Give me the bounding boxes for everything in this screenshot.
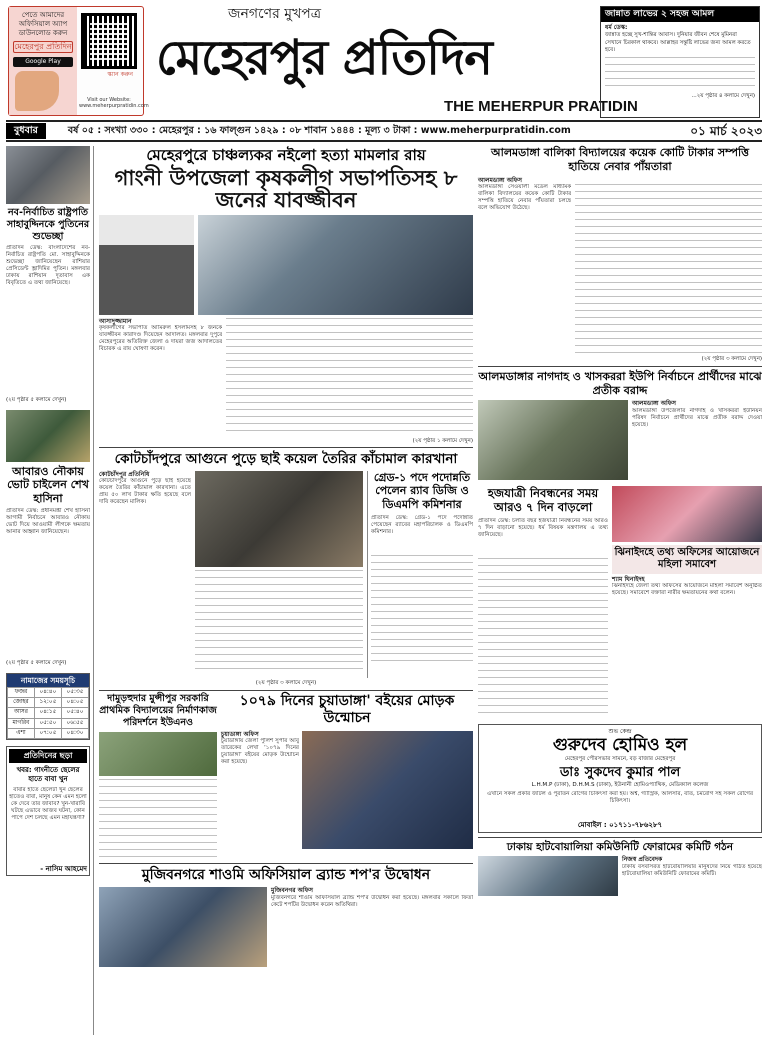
text-lines [478, 558, 608, 718]
qr-code-icon[interactable] [81, 13, 137, 69]
prayer-name: ফজর [8, 688, 35, 698]
women-rally-kicker: শ্যাম ঘিনাইদহ [612, 575, 645, 583]
prayer-start: ০৫:৫০ [34, 718, 61, 728]
qr-promo-panel [9, 7, 77, 115]
ad-address: মেহেরপুর পৌরসভার সামনে, বড় বাজার মেহেরপুর [564, 756, 676, 763]
school-property-continue[interactable]: (২য় পৃষ্ঠার ৩ কলামে দেখুন) [701, 356, 762, 362]
ad-tag: শুভ কেন্দ্র [608, 727, 632, 735]
hasina-continue[interactable]: (২য় পৃষ্ঠার ৫ কলামে দেখুন) [6, 659, 67, 666]
school-headline[interactable]: দামুড়হুদার মুন্সীপুর সরকারি প্রাথমিক বিদ্যালয়ের নির্মাণকাজ পরিদর্শনে ইউএনও [99, 692, 217, 728]
prayer-end: ০৫:৪০ [61, 708, 88, 718]
lead-body: কৃষকলীগের সভাপতি আমিরুল ইসলামসহ ৮ জনকে যাবজ্জীবন কারাদণ্ড দিয়েছেন আদালত। মঙ্গলবার দুপুরে মেহেরপুরের অতিরিক্ত জেলা ও দায়রা জজ আদালতের বিচারক এ রায় ঘোষণা করেন। [99, 325, 223, 353]
qr-website: Visit our Website: www.meherpurpratidin.com [79, 96, 149, 109]
prayer-row [8, 698, 89, 708]
up-election-headline[interactable]: আলমডাঙ্গার নাগদাহ ও খাসকররা ইউপি নির্বাচনে প্রার্থীদের মাঝে প্রতীক বরাদ্দ [478, 366, 762, 398]
prayer-table [7, 687, 89, 739]
fire-kicker: কোটচাঁদপুর প্রতিনিধি [99, 470, 150, 478]
top-right-column [600, 6, 760, 118]
prayer-start: ০৪:১৫ [34, 708, 61, 718]
lead-photo [198, 215, 473, 315]
text-lines [195, 570, 363, 674]
prayer-row [8, 688, 89, 698]
prayer-name: জোহর [8, 698, 35, 708]
prayer-end: ০৪:০৫ [61, 698, 88, 708]
women-rally-headline[interactable]: ঝিনাইদহে তথ্য অফিসের আয়োজনে মহিলা সমাবেশ [612, 545, 762, 574]
weekday: বুধবার [6, 123, 46, 139]
text-lines [575, 184, 762, 354]
qr-scan-label: স্ক্যান করুন [107, 71, 133, 78]
school-property-kicker: আলমডাঙ্গা অফিস [478, 176, 523, 184]
prayer-name: এশা [8, 728, 35, 738]
prayer-start: ০৪:৪০ [34, 688, 61, 698]
top-column-kicker: ধর্ম ডেস্ক: [605, 24, 628, 32]
issue-info: বর্ষ ০৫ : সংখ্যা ৩৩০ : মেহেরপুর : ১৬ ফাল্গুন ১৪২৯ : ০৮ শাবান ১৪৪৪ : মূল্য ৩ টাকা : www.meherpurpratidin.com [67, 125, 571, 137]
school-property-headline[interactable]: আলমডাঙ্গা বালিকা বিদ্যালয়ের কয়েক কোটি টাকার সম্পত্তি হাতিয়ে নেবার পাঁয়তারা [491, 146, 749, 173]
up-election-body: আলমডাঙ্গা উপজেলার নাগদাহ ও খাসকররা ইউনিয়ন পরিষদ নির্বাচনে প্রার্থীদের মাঝে প্রতীক বরাদ্দ দেওয়া হয়েছে। [632, 407, 762, 428]
google-play-badge[interactable]: Google Play [13, 57, 73, 67]
qr-promo-text: পেতে আমাদের অফিসিয়াল অ্যাপ ডাউনলোড করুন [18, 11, 68, 37]
tagline: জনগণের মুখপত্র [228, 6, 322, 22]
lead-byline: আসাদুজ্জামান [99, 317, 132, 325]
school-photo [99, 732, 217, 776]
prayer-start: ০৭:০৫ [34, 728, 61, 738]
rhyme-title: প্রতিদিনের ছড়া [9, 749, 87, 763]
page-body [6, 142, 762, 1035]
masthead [6, 4, 762, 122]
mujib-headline[interactable]: মুজিবনগরে শাওমি অফিসিয়াল ব্র্যান্ড শপ'র উদ্বোধন [99, 863, 473, 885]
newspaper-title-en: THE MEHERPUR PRATIDIN [444, 98, 638, 115]
prayer-end: ০৫:৩৫ [61, 688, 88, 698]
issue-date: ০১ মার্চ ২০২৩ [690, 123, 762, 138]
prayer-row [8, 718, 89, 728]
book-kicker: চুয়াডাঙ্গা অফিস [221, 730, 259, 738]
hand-phone-icon [15, 71, 59, 111]
school-property-body: আলমডাঙ্গা সেওয়ালী মডেল মাধ্যমিক বালিকা বিদ্যালয়ের কয়েক কোটি টাকার সম্পত্তি হাতিয়ে নেবার পাঁয়তারা চলছে বলে অভিযোগ উঠেছে। [478, 184, 572, 211]
rhyme-box [6, 746, 90, 876]
women-rally-body: ঝিনাইদহে জেলা তথ্য অফিসের আয়োজনে মহিলা সমাবেশ অনুষ্ঠিত হয়েছে। সমাবেশে বক্তারা নারীর ক্ষমতায়নের কথা বলেন। [612, 583, 762, 597]
grade-headline[interactable]: গ্রেড-১ পদে পদোন্নতি পেলেন র‍্যাব ডিজি ও ডিএমপি কমিশনার [373, 470, 471, 512]
top-column-title: জান্নাত লাভের ২ সহজ আমল [601, 7, 759, 22]
up-election-kicker: আলমডাঙ্গা অফিস [632, 400, 677, 408]
prayer-row [8, 728, 89, 738]
mujib-kicker: মুজিবনগর অফিস [271, 887, 313, 895]
putin-body: প্রতিদিন ডেস্ক: বাংলাদেশের নব-নির্বাচিত রাষ্ট্রপতি মো. সাহাবুদ্দিনকে শুভেচ্ছা জানিয়েছেন রাশিয়ার প্রেসিডেন্ট ভ্লাদিমির পুতিন। মঙ্গলবার ঢাকায় রাশিয়ান দূতাবাস এক বিবৃতিতে এ তথ্য জানিয়েছে। [6, 244, 90, 286]
top-column-body: জান্নাত হচ্ছে সুখ-শান্তির আবাস। দুনিয়ার জীবন শেষে মুমিনরা সেখানে চিরকাল থাকবে। আল্লাহর সন্তুষ্টি লাভের জন্য আমল করতে হবে। [605, 32, 751, 54]
prayer-title: নামাজের সময়সূচি [7, 674, 89, 687]
lead-headline[interactable]: গাংনী উপজেলা কৃষকলীগ সভাপতিসহ ৮ জনের যাবজ্জীবন [114, 165, 458, 212]
text-lines [605, 57, 755, 91]
left-column [6, 146, 94, 1035]
book-photo [302, 731, 473, 849]
ad-doctor: ডাঃ সুকদেব কুমার পাল [559, 765, 681, 781]
fire-headline[interactable]: কোটচাঁদপুরে আগুনে পুড়ে ছাই কয়েল তৈরির কাঁচামাল কারখানা [99, 447, 473, 468]
text-lines [226, 318, 473, 436]
homeo-ad[interactable] [478, 724, 762, 834]
grade-body: প্রতিদিন ডেস্ক: গ্রেড-১ পদে পদোন্নতি পেয়েছেন র‍্যাবের মহাপরিচালক ও ডিএমপি কমিশনার। [371, 514, 473, 535]
hasina-photo [6, 410, 90, 462]
hajj-body: প্রতিদিন ডেস্ক: চলতি বছর হজযাত্রী নিবন্ধনের সময় আরও ৭ দিন বাড়ানো হয়েছে। ধর্ম বিষয়ক মন্ত্রণালয় এ তথ্য জানিয়েছে। [478, 517, 608, 538]
fire-continue[interactable]: (২য় পৃষ্ঠার ৩ কলামে দেখুন) [255, 680, 317, 687]
forum-photo [478, 856, 618, 896]
center-column [99, 146, 473, 1035]
right-column [478, 146, 762, 1035]
lead-continue[interactable]: (২য় পৃষ্ঠার ১ কলামে দেখুন) [412, 437, 473, 444]
prayer-end: ০৪:৩০ [61, 728, 88, 738]
app-qr-promo[interactable] [8, 6, 149, 116]
prayer-name: মাগরিব [8, 718, 35, 728]
qr-brand: মেহেরপুর প্রতিদিন [14, 42, 72, 52]
prayer-end: ০৬:৫৫ [61, 718, 88, 728]
hajj-headline[interactable]: হজযাত্রী নিবন্ধনের সময় আরও ৭ দিন বাড়লো [487, 485, 599, 515]
book-headline[interactable]: ১০৭৯ দিনের চুয়াডাঙ্গা' বইয়ের মোড়ক উন্মোচন [239, 692, 455, 727]
lead-kicker: মেহেরপুরে চাঞ্চল্যকর নইলো হত্যা মামলার রায় [146, 146, 426, 164]
prayer-start: ১২:০৫ [34, 698, 61, 708]
rhyme-headline: খবর: গাংনীতে ছেলের হাতে বাবা খুন [16, 766, 80, 783]
rhyme-body: বাবার হাতে ছেলেটা খুন ছেলের হাতেও বাবা, মানুষ কেন এমন হলো কে দেবে তার জাবাব? খুন-খারাবি ঘটছে এভাবে আজব ঘটনা, কোন পাপে দেশ চলছে এমন মহাযন্ত্রণা? [9, 786, 87, 821]
putin-headline[interactable]: নব-নির্বাচিত রাষ্ট্রপতি সাহাবুদ্দিনকে পুতিনের শুভেচ্ছা [6, 207, 90, 242]
dateline-bar [6, 122, 762, 142]
newspaper-title: মেহেরপুর প্রতিদিন [156, 30, 492, 86]
mujib-photo [99, 887, 267, 967]
mujib-body: মুজিবনগরে শাওমি অফিসিয়াল ব্র্যান্ড শপ'র উদ্বোধন করা হয়েছে। মঙ্গলবার সকালে ফিতা কেটে শপটির উদ্বোধন করেন অতিথিরা। [271, 894, 473, 908]
lead-portrait [99, 215, 194, 315]
fire-photo [195, 471, 363, 567]
prayer-row [8, 708, 89, 718]
rhyme-author: - নাসিম আহমেদ [40, 864, 87, 873]
fire-body: কোটচাঁদপুরে আগুনে পুড়ে ছাই হয়েছে কয়েল তৈরির কাঁচামাল কারখানা। এতে প্রায় ৫০ লাখ টাকার ক্ষতি হয়েছে বলে দাবি করেছেন মালিক। [99, 478, 191, 506]
prayer-times-box [6, 673, 90, 741]
up-election-photo [478, 400, 628, 480]
ad-phone: মোবাইল : ০১৭১১-৭৮৬২৮৭ [577, 820, 663, 829]
book-body: চুয়াডাঙ্গায় জেলা পুলিশ সুপার আবু তারেকের লেখা ‘১০৭৯ দিনের চুয়াডাঙ্গা’ বইয়ের মোড়ক উন্মোচন করা হয়েছে। [221, 738, 299, 766]
hasina-headline[interactable]: আবারও নৌকায় ভোট চাইলেন শেখ হাসিনা [7, 464, 89, 505]
forum-body: ঢাকায় বসবাসরত হাটবোয়ালিয়ার মানুষদের নিয়ে গঠিত হয়েছে হাটবোয়ালিয়া কমিউনিটি ফোরামের কমিটি। [622, 863, 762, 877]
putin-photo [6, 146, 90, 204]
forum-kicker: নিজস্ব প্রতিবেদক [622, 856, 663, 864]
prayer-name: আসর [8, 708, 35, 718]
forum-headline[interactable]: ঢাকায় হাটবোয়ালিয়া কমিউনিটি ফোরামের কমিটি গঠন [478, 837, 762, 854]
putin-continue[interactable]: (২য় পৃষ্ঠার ৫ কলামে দেখুন) [6, 396, 67, 403]
hasina-body: প্রতিদিন ডেস্ক: প্রধানমন্ত্রী শেখ হাসিনা আগামী নির্বাচনে আবারও নৌকায় ভোট দিয়ে আওয়ামী লীগকে ক্ষমতায় আনার আহ্বান জানিয়েছেন। [6, 507, 90, 535]
top-column-continue[interactable]: ...২য় পৃষ্ঠার ৪ কলামে দেখুন) [691, 92, 755, 99]
ad-title: গুরুদেব হোমিও হল [552, 735, 688, 756]
text-lines [371, 555, 473, 667]
text-lines [99, 779, 217, 859]
ad-body: এখানে সকল প্রকার জটিল ও পুরাতন রোগের চিকিৎসা করা হয়। অশ্ব, গ্যাস্ট্রিক, আলসার, বাত, চর্মরোগ সহ সকল রোগের চিকিৎসা। [486, 790, 754, 804]
women-rally-photo [612, 486, 762, 542]
ad-degree: L.H.M.P (ঢাকা), D.H.M.S (ঢাকা), ইউনানী হোমিওপ্যাথিক, মেডিক্যাল কলেজ [531, 781, 709, 788]
